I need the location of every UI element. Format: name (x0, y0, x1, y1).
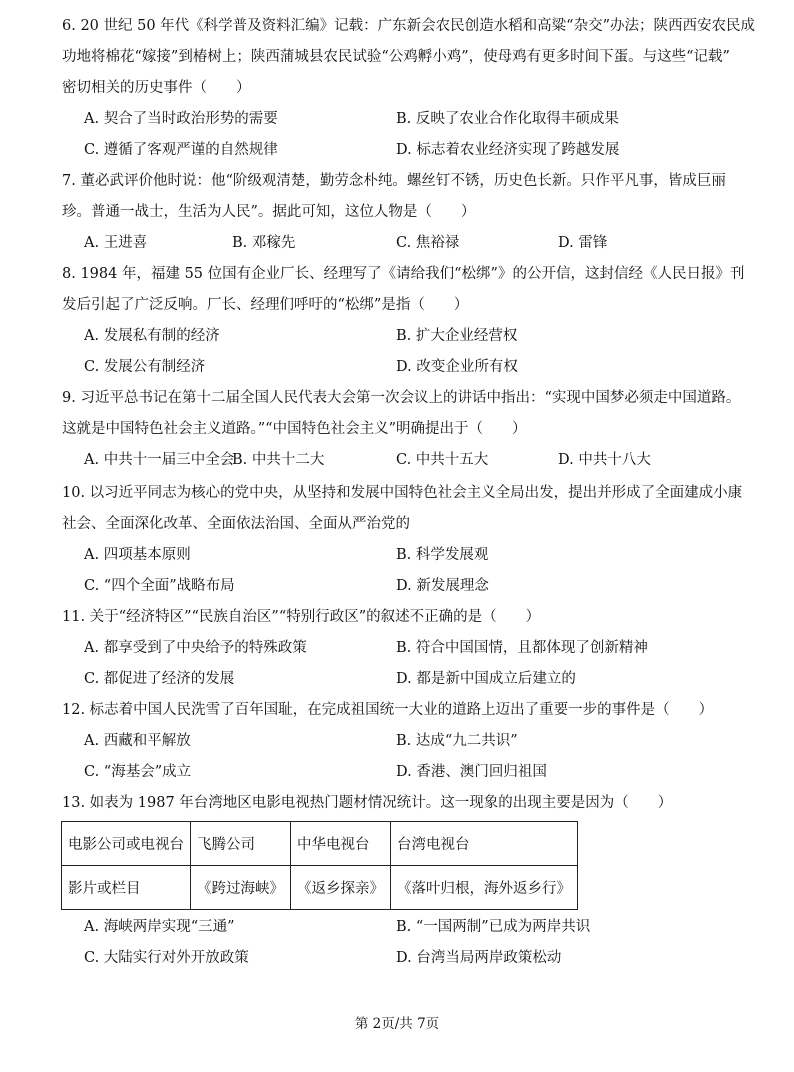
q6-option-a: A. 契合了当时政治形势的需要 (84, 111, 278, 127)
q10-stem-line1: 10. 以习近平同志为核心的党中央，从坚持和发展中国特色社会主义全局出发，提出并形成了全面建成小康 (62, 485, 743, 501)
q6-option-d: D. 标志着农业经济实现了跨越发展 (396, 142, 620, 158)
q13-option-d: D. 台湾当局两岸政策松动 (396, 950, 562, 966)
table-cell: 《返乡探亲》 (291, 866, 391, 910)
page-number-footer: 第 2页/共 7页 (354, 1016, 440, 1032)
q11-option-a: A. 都享受到了中央给予的特殊政策 (84, 640, 307, 656)
q6-option-b: B. 反映了农业合作化取得丰硕成果 (396, 111, 619, 127)
q8-option-a: A. 发展私有制的经济 (84, 328, 220, 344)
q10-option-a: A. 四项基本原则 (84, 547, 191, 563)
q6-stem-line1: 6. 20 世纪 50 年代《科学普及资料汇编》记载：广东新会农民创造水稻和高粱“杂交”办法；陕西西安农民成 (62, 18, 755, 34)
table-cell: 台湾电视台 (391, 822, 578, 866)
q8-option-b: B. 扩大企业经营权 (396, 328, 518, 344)
q9-option-b: B. 中共十二大 (232, 452, 325, 468)
q10-stem-line2: 社会、全面深化改革、全面依法治国、全面从严治党的 (62, 516, 410, 532)
q7-option-b: B. 邓稼先 (232, 235, 296, 251)
q13-option-c: C. 大陆实行对外开放政策 (84, 950, 249, 966)
table-row (62, 822, 578, 866)
q11-option-b: B. 符合中国国情，且都体现了创新精神 (396, 640, 648, 656)
q13-option-a: A. 海峡两岸实现“三通” (84, 919, 235, 935)
table-cell: 电影公司或电视台 (62, 822, 191, 866)
q10-option-b: B. 科学发展观 (396, 547, 489, 563)
q8-option-c: C. 发展公有制经济 (84, 359, 206, 375)
q12-option-b: B. 达成“九二共识” (396, 733, 518, 749)
q7-stem-line1: 7. 董必武评价他时说：他“阶级观清楚，勤劳念朴纯。螺丝钉不锈，历史色长新。只作平凡事，皆成巨丽 (62, 173, 726, 189)
q10-option-d: D. 新发展理念 (396, 578, 489, 594)
q9-stem-line1: 9. 习近平总书记在第十二届全国人民代表大会第一次会议上的讲话中指出：“实现中国梦必须走中国道路。 (62, 390, 741, 406)
table-cell: 中华电视台 (291, 822, 391, 866)
q12-option-a: A. 西藏和平解放 (84, 733, 191, 749)
q9-stem-line2: 这就是中国特色社会主义道路。”“中国特色社会主义”明确提出于（ ） (62, 421, 527, 437)
table-cell: 《落叶归根，海外返乡行》 (391, 866, 578, 910)
q9-option-a: A. 中共十一届三中全会 (84, 452, 235, 468)
q9-option-c: C. 中共十五大 (396, 452, 489, 468)
q11-option-d: D. 都是新中国成立后建立的 (396, 671, 576, 687)
table-cell: 《跨过海峡》 (191, 866, 291, 910)
q11-stem-line1: 11. 关于“经济特区”“民族自治区”“特别行政区”的叙述不正确的是（ ） (62, 609, 541, 625)
table-cell: 影片或栏目 (62, 866, 191, 910)
q13-data-table (61, 821, 578, 910)
q12-stem-line1: 12. 标志着中国人民洗雪了百年国耻，在完成祖国统一大业的道路上迈出了重要一步的事件是（ ） (62, 702, 714, 718)
q6-option-c: C. 遵循了客观严谨的自然规律 (84, 142, 278, 158)
q11-option-c: C. 都促进了经济的发展 (84, 671, 235, 687)
q10-option-c: C. “四个全面”战略布局 (84, 578, 235, 594)
q7-option-d: D. 雷锋 (558, 235, 608, 251)
q12-option-d: D. 香港、澳门回归祖国 (396, 764, 547, 780)
q8-stem-line1: 8. 1984 年，福建 55 位国有企业厂长、经理写了《请给我们“松绑”》的公开信，这封信经《人民日报》刊 (62, 266, 745, 282)
q9-option-d: D. 中共十八大 (558, 452, 651, 468)
q13-stem-line1: 13. 如表为 1987 年台湾地区电影电视热门题材情况统计。这一现象的出现主要是因为（ ） (62, 795, 673, 811)
q12-option-c: C. “海基会”成立 (84, 764, 192, 780)
q6-stem-line2: 功地将棉花“嫁接”到椿树上；陕西蒲城县农民试验“公鸡孵小鸡”，使母鸡有更多时间下蛋。与这些“记载” (62, 49, 730, 65)
q7-stem-line2: 珍。普通一战士，生活为人民”。据此可知，这位人物是（ ） (62, 204, 476, 220)
table-cell: 飞腾公司 (191, 822, 291, 866)
q13-option-b: B. “一国两制”已成为两岸共识 (396, 919, 591, 935)
q7-option-c: C. 焦裕禄 (396, 235, 460, 251)
q8-stem-line2: 发后引起了广泛反响。厂长、经理们呼吁的“松绑”是指（ ） (62, 297, 469, 313)
q8-option-d: D. 改变企业所有权 (396, 359, 518, 375)
table-row (62, 866, 578, 910)
q6-stem-line3: 密切相关的历史事件（ ） (62, 80, 251, 96)
q7-option-a: A. 王进喜 (84, 235, 148, 251)
